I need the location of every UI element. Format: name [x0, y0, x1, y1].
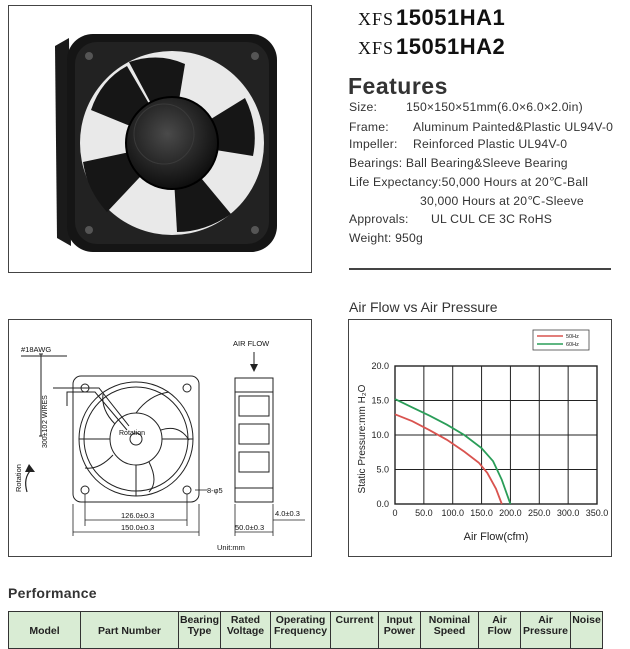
table-header-row [9, 612, 603, 649]
wire-length-label: 300±10 [42, 424, 49, 448]
table-header-cell [81, 612, 179, 649]
unit-label: Unit:mm [217, 543, 245, 552]
spec-label: Approvals: [349, 212, 409, 226]
spec-bearings: Bearings: Ball Bearing&Sleeve Bearing [349, 156, 568, 170]
y-axis-label: Static Pressure:mm H₂O [357, 384, 368, 494]
dim-hole-spacing: 126.0±0.3 [121, 511, 155, 520]
features-divider [349, 268, 611, 270]
table-header-label: Current [335, 614, 374, 626]
table-header-cell [9, 612, 81, 649]
table-header-label: Air Pressure [523, 614, 568, 637]
spec-life-2: 30,000 Hours at 20℃-Sleeve [420, 194, 584, 208]
legend-label: 50Hz [566, 334, 579, 340]
rotation-center-label: Rotation [119, 430, 146, 437]
x-tick-label: 350.0 [585, 508, 609, 518]
table-header-cell [521, 612, 571, 649]
table-header-cell [379, 612, 421, 649]
spec-value: 150×150×51mm(6.0×6.0×2.0in) [406, 100, 583, 114]
x-tick-label: 100.0 [441, 508, 464, 518]
chart-legend [533, 330, 589, 350]
legend-label: 60Hz [566, 342, 579, 348]
x-tick-label: 150.0 [470, 508, 493, 518]
legend-box [533, 330, 589, 350]
product-photo-frame [8, 5, 312, 273]
fan-photo [9, 6, 311, 272]
rotation-side-label: Rotation [14, 464, 23, 492]
spec-label: Size: [349, 100, 378, 114]
spec-size [349, 100, 583, 114]
x-tick-label: 0 [392, 508, 398, 518]
chart-grid [395, 366, 597, 504]
model-title-1 [358, 5, 505, 31]
model-code: 15051HA1 [396, 5, 506, 30]
table-header-label: Operating Frequency [273, 614, 328, 637]
spec-frame [349, 120, 613, 134]
table-header-cell [571, 612, 603, 649]
y-tick-label: 5.0 [376, 464, 389, 475]
table-header-label: Model [29, 625, 60, 637]
y-tick-label: 15.0 [371, 395, 389, 406]
table-header-cell [331, 612, 379, 649]
x-tick-label: 50.0 [415, 508, 433, 518]
model-prefix: XFS [358, 9, 395, 29]
hole-label: 8-φ5 [207, 486, 223, 495]
dimension-drawing [8, 319, 312, 557]
table-header-cell [179, 612, 221, 649]
y-tick-label: 0.0 [376, 499, 389, 509]
spec-life-1: Life Expectancy:50,000 Hours at 20℃-Ball [349, 175, 589, 189]
table-header-cell [271, 612, 331, 649]
x-tick-label: 250.0 [528, 508, 551, 518]
features-heading: Features [348, 73, 448, 99]
model-code: 15051HA2 [396, 34, 506, 59]
chart-frame [348, 319, 612, 557]
table-header-label: Rated Voltage [226, 614, 265, 637]
table-header-cell [479, 612, 521, 649]
spec-approvals [349, 212, 552, 226]
spec-value: Reinforced Plastic UL94V-0 [413, 137, 568, 151]
spec-weight: Weight: 950g [349, 231, 423, 245]
x-axis-label: Air Flow(cfm) [463, 531, 529, 543]
dim-width: 150.0±0.3 [121, 523, 155, 532]
dim-depth: 50.0±0.3 [235, 523, 265, 532]
table-header-label: Noise [572, 614, 601, 626]
y-tick-label: 10.0 [371, 430, 389, 440]
table-header-label: Nominal Speed [428, 614, 471, 637]
model-prefix: XFS [358, 38, 395, 58]
dim-flange: 4.0±0.3 [275, 509, 300, 518]
series-line [395, 414, 502, 504]
table-header-label: Bearing Type [179, 614, 220, 637]
wire-gauge-label: #18AWG [21, 345, 52, 354]
spec-label: Impeller: [349, 137, 398, 151]
spec-label: Frame: [349, 120, 389, 134]
table-header-label: Air Flow [487, 614, 512, 637]
performance-heading: Performance [8, 585, 97, 601]
x-tick-label: 200.0 [499, 508, 522, 518]
spec-value: UL CUL CE 3C RoHS [431, 212, 553, 226]
spec-impeller [349, 137, 567, 151]
performance-table [8, 611, 603, 649]
table-header-label: Part Number [97, 625, 161, 637]
table-header-cell [421, 612, 479, 649]
x-tick-label: 300.0 [556, 508, 580, 518]
model-title-2 [358, 34, 505, 60]
y-tick-label: 20.0 [371, 361, 389, 371]
spec-value: Aluminum Painted&Plastic UL94V-0 [413, 120, 614, 134]
chart-title: Air Flow vs Air Pressure [349, 299, 498, 315]
table-header-label: Input Power [383, 614, 416, 637]
pressure-flow-chart [349, 320, 611, 556]
air-flow-label: AIR FLOW [233, 339, 270, 348]
chart-ticks [371, 361, 608, 518]
wire-count-label: 2 WIRES [42, 395, 49, 424]
drawing-svg [9, 320, 311, 556]
table-header-cell [221, 612, 271, 649]
